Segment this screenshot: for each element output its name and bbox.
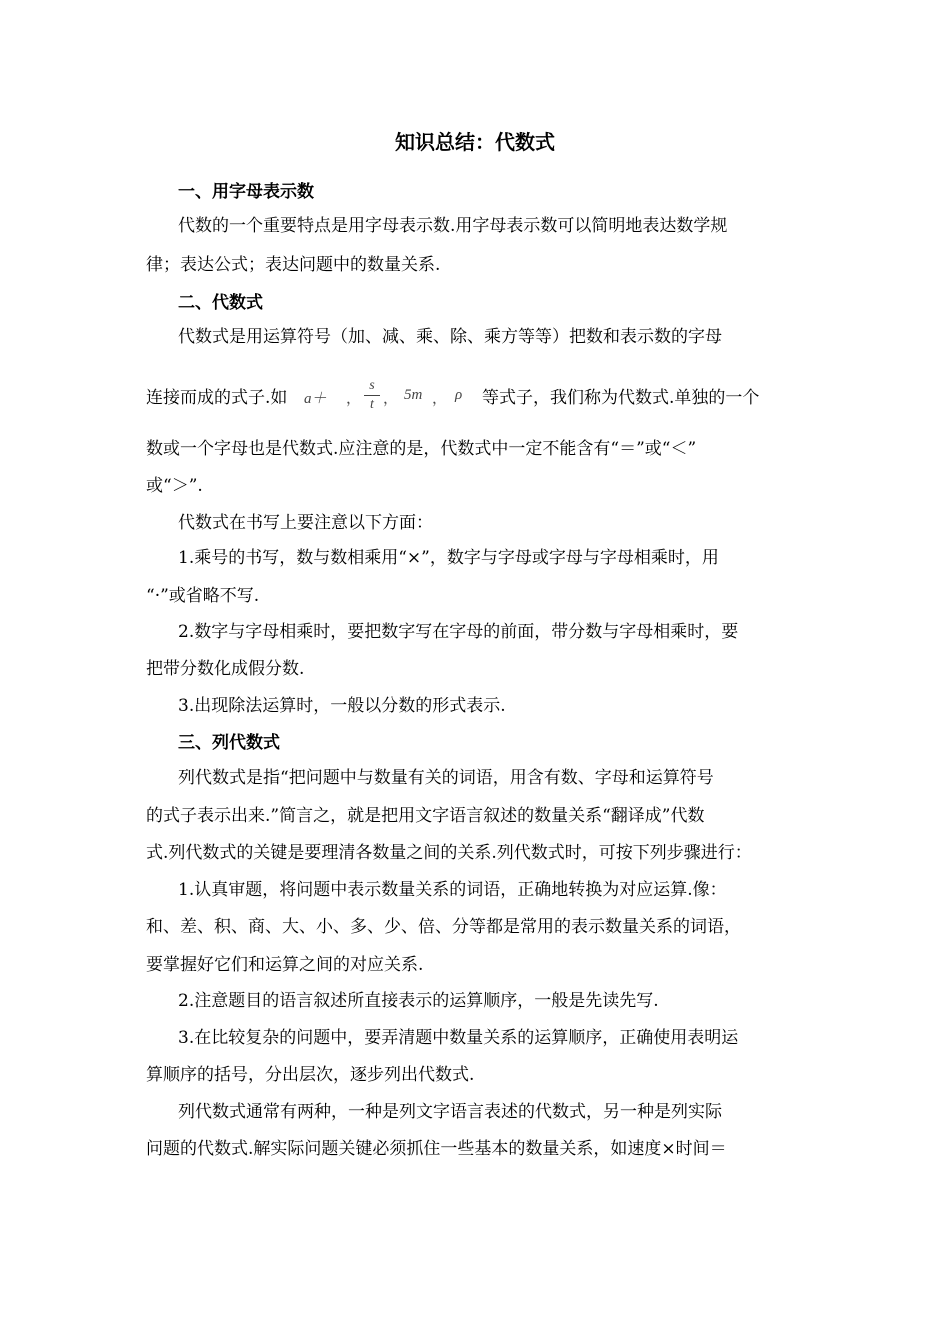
step-1-line: 和、差、积、商、大、小、多、少、倍、分等都是常用的表示数量关系的词语， bbox=[146, 917, 741, 937]
paragraph-line: 列代数式通常有两种，一种是列文字语言表述的代数式，另一种是列实际 bbox=[178, 1102, 722, 1122]
expr-rho: ρ bbox=[455, 387, 463, 403]
paragraph-line: 代数式是用运算符号（加、减、乘、除、乘方等等）把数和表示数的字母 bbox=[178, 327, 722, 347]
fraction-s-over-t bbox=[362, 378, 382, 413]
rule-2-line: 2.数字与字母相乘时，要把数字写在字母的前面，带分数与字母相乘时，要 bbox=[178, 622, 739, 642]
comma: ， bbox=[346, 391, 362, 407]
fraction-bar bbox=[364, 395, 380, 396]
paragraph-line: 式.列代数式的关键是要理清各数量之间的关系.列代数式时，可按下列步骤进行： bbox=[146, 843, 752, 863]
section-1-heading: 一、用字母表示数 bbox=[178, 182, 314, 202]
fraction-numerator: s bbox=[369, 378, 375, 393]
paragraph-line: 代数式在书写上要注意以下方面： bbox=[178, 513, 433, 533]
paragraph-line: 数或一个字母也是代数式.应注意的是，代数式中一定不能含有“＝”或“＜” bbox=[146, 439, 697, 459]
comma: ， bbox=[383, 391, 399, 407]
comma: ， bbox=[432, 391, 448, 407]
page-title: 知识总结：代数式 bbox=[395, 130, 555, 154]
section-2-heading: 二、代数式 bbox=[178, 293, 263, 313]
paragraph-line: 或“＞”. bbox=[146, 476, 203, 496]
rule-3-line: 3.出现除法运算时，一般以分数的形式表示. bbox=[178, 696, 506, 716]
fraction-denominator: t bbox=[370, 397, 374, 412]
expr-a-plus: a＋ bbox=[304, 391, 327, 407]
section-3-heading: 三、列代数式 bbox=[178, 733, 280, 753]
step-3-line: 算顺序的括号，分出层次，逐步列出代数式. bbox=[146, 1065, 475, 1085]
step-1-line: 要掌握好它们和运算之间的对应关系. bbox=[146, 955, 424, 975]
step-3-line: 3.在比较复杂的问题中，要弄清题中数量关系的运算顺序，正确使用表明运 bbox=[178, 1028, 739, 1048]
paragraph-line: 问题的代数式.解实际问题关键必须抓住一些基本的数量关系，如速度×时间＝ bbox=[146, 1139, 727, 1159]
rule-1-line: 1.乘号的书写，数与数相乘用“×”，数字与字母或字母与字母相乘时，用 bbox=[178, 548, 719, 568]
paragraph-line-start: 连接而成的式子.如 bbox=[146, 388, 288, 408]
rule-2-line: 把带分数化成假分数. bbox=[146, 659, 305, 679]
paragraph-line: 的式子表示出来.”简言之，就是把用文字语言叙述的数量关系“翻译成”代数 bbox=[146, 806, 705, 826]
paragraph-line: 律；表达公式；表达问题中的数量关系. bbox=[146, 255, 441, 275]
step-2-line: 2.注意题目的语言叙述所直接表示的运算顺序，一般是先读先写. bbox=[178, 991, 659, 1011]
paragraph-line: 列代数式是指“把问题中与数量有关的词语，用含有数、字母和运算符号 bbox=[178, 768, 714, 788]
paragraph-line: 代数的一个重要特点是用字母表示数.用字母表示数可以简明地表达数学规 bbox=[178, 216, 728, 236]
paragraph-line-end: 等式子，我们称为代数式.单独的一个 bbox=[482, 388, 760, 408]
rule-1-line: “·”或省略不写. bbox=[146, 586, 260, 606]
expr-5m: 5m bbox=[404, 387, 423, 403]
step-1-line: 1.认真审题，将问题中表示数量关系的词语，正确地转换为对应运算.像： bbox=[178, 880, 727, 900]
